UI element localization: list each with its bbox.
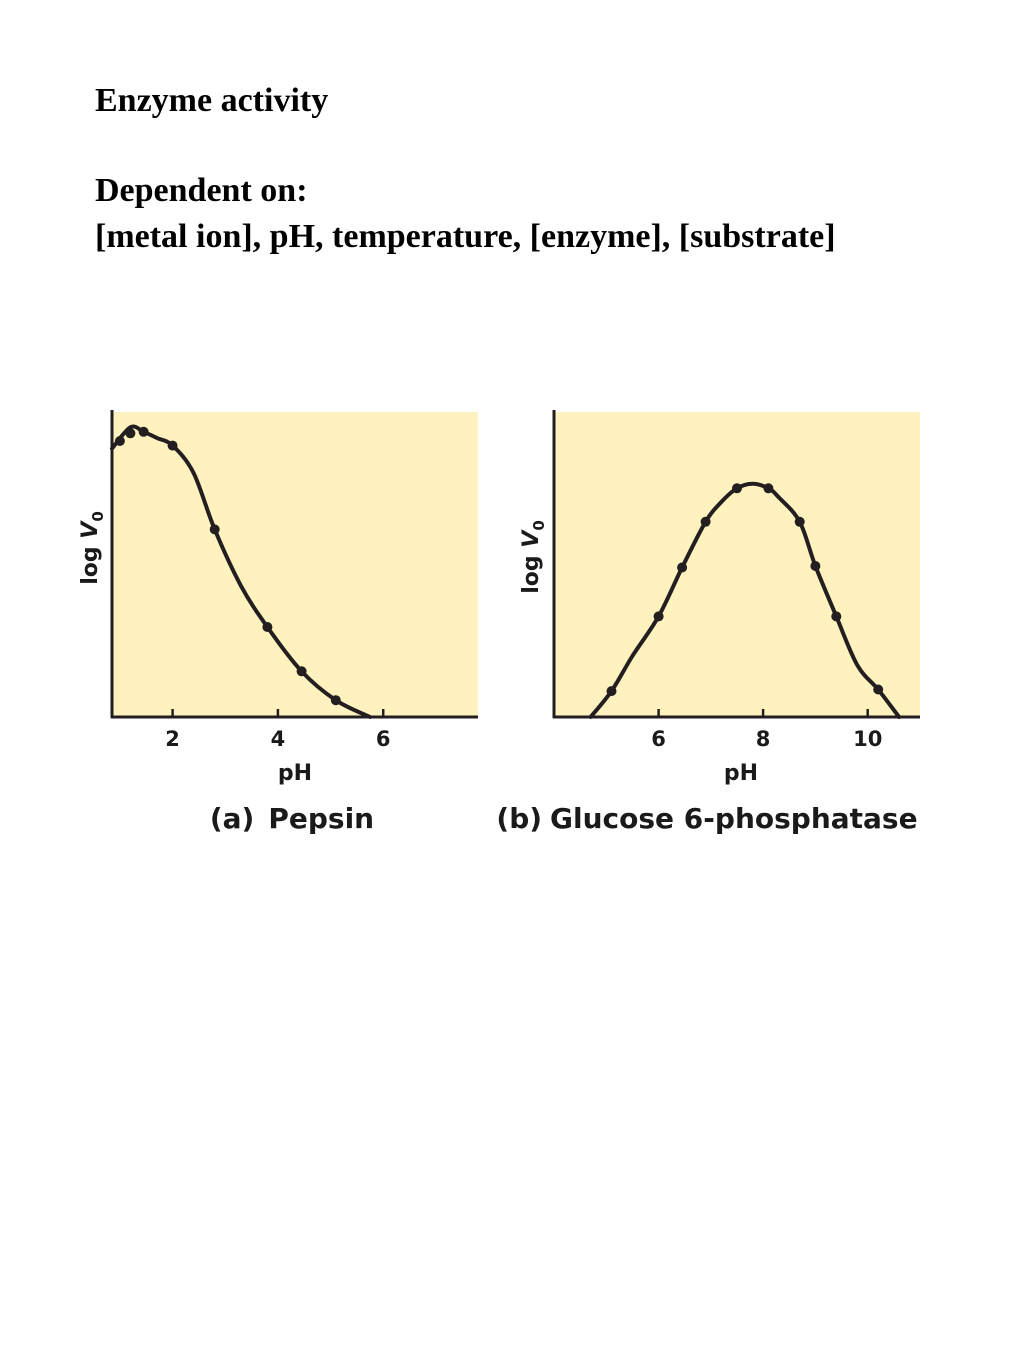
pepsin-data-point [125,428,135,438]
pepsin-caption: (a) Pepsin [209,802,375,835]
glucose-6-phosphatase-data-point [795,517,805,527]
pepsin-data-point [297,666,307,676]
glucose-6-phosphatase-data-point [607,686,617,696]
pepsin-x-axis-label: pH [277,761,313,786]
pepsin-x-tick-label: 6 [375,727,391,751]
glucose-6-phosphatase-data-point [654,611,664,621]
glucose-6-phosphatase-data-point [677,563,687,573]
pepsin-data-point [210,524,220,534]
glucose-6-phosphatase-data-point [763,483,773,493]
slide-factors: [metal ion], pH, temperature, [enzyme], [substrate] [95,218,836,255]
pepsin-data-point [168,441,178,451]
slide-subtitle: Dependent on: [95,172,308,209]
pepsin-data-point [115,436,125,446]
glucose-6-phosphatase-x-tick-label: 8 [755,727,771,751]
pepsin-chart [78,410,478,835]
glucose-6-phosphatase-data-point [701,517,711,527]
glucose-6-phosphatase-data-point [732,483,742,493]
glucose-6-phosphatase-caption: (b) Glucose 6-phosphatase [496,802,918,835]
pepsin-x-tick-label: 2 [165,727,180,751]
pepsin-data-point [262,622,272,632]
glucose-6-phosphatase-data-point [873,685,883,695]
glucose-6-phosphatase-y-axis-label: $\log V_0$ [519,520,548,594]
glucose-6-phosphatase-x-tick-label: 10 [853,727,883,751]
glucose-6-phosphatase-plot-background [554,412,920,717]
slide-title: Enzyme activity [95,82,329,119]
glucose-6-phosphatase-data-point [810,561,820,571]
pepsin-x-tick-label: 4 [270,727,286,751]
glucose-6-phosphatase-data-point [831,611,841,621]
pepsin-data-point [139,427,149,437]
pepsin-y-axis-label: $\log V_0$ [78,511,107,585]
pepsin-plot-background [112,412,478,717]
glucose-6-phosphatase-chart [496,410,920,835]
pepsin-data-point [331,695,341,705]
glucose-6-phosphatase-x-axis-label: pH [723,761,759,786]
glucose-6-phosphatase-x-tick-label: 6 [651,727,666,751]
